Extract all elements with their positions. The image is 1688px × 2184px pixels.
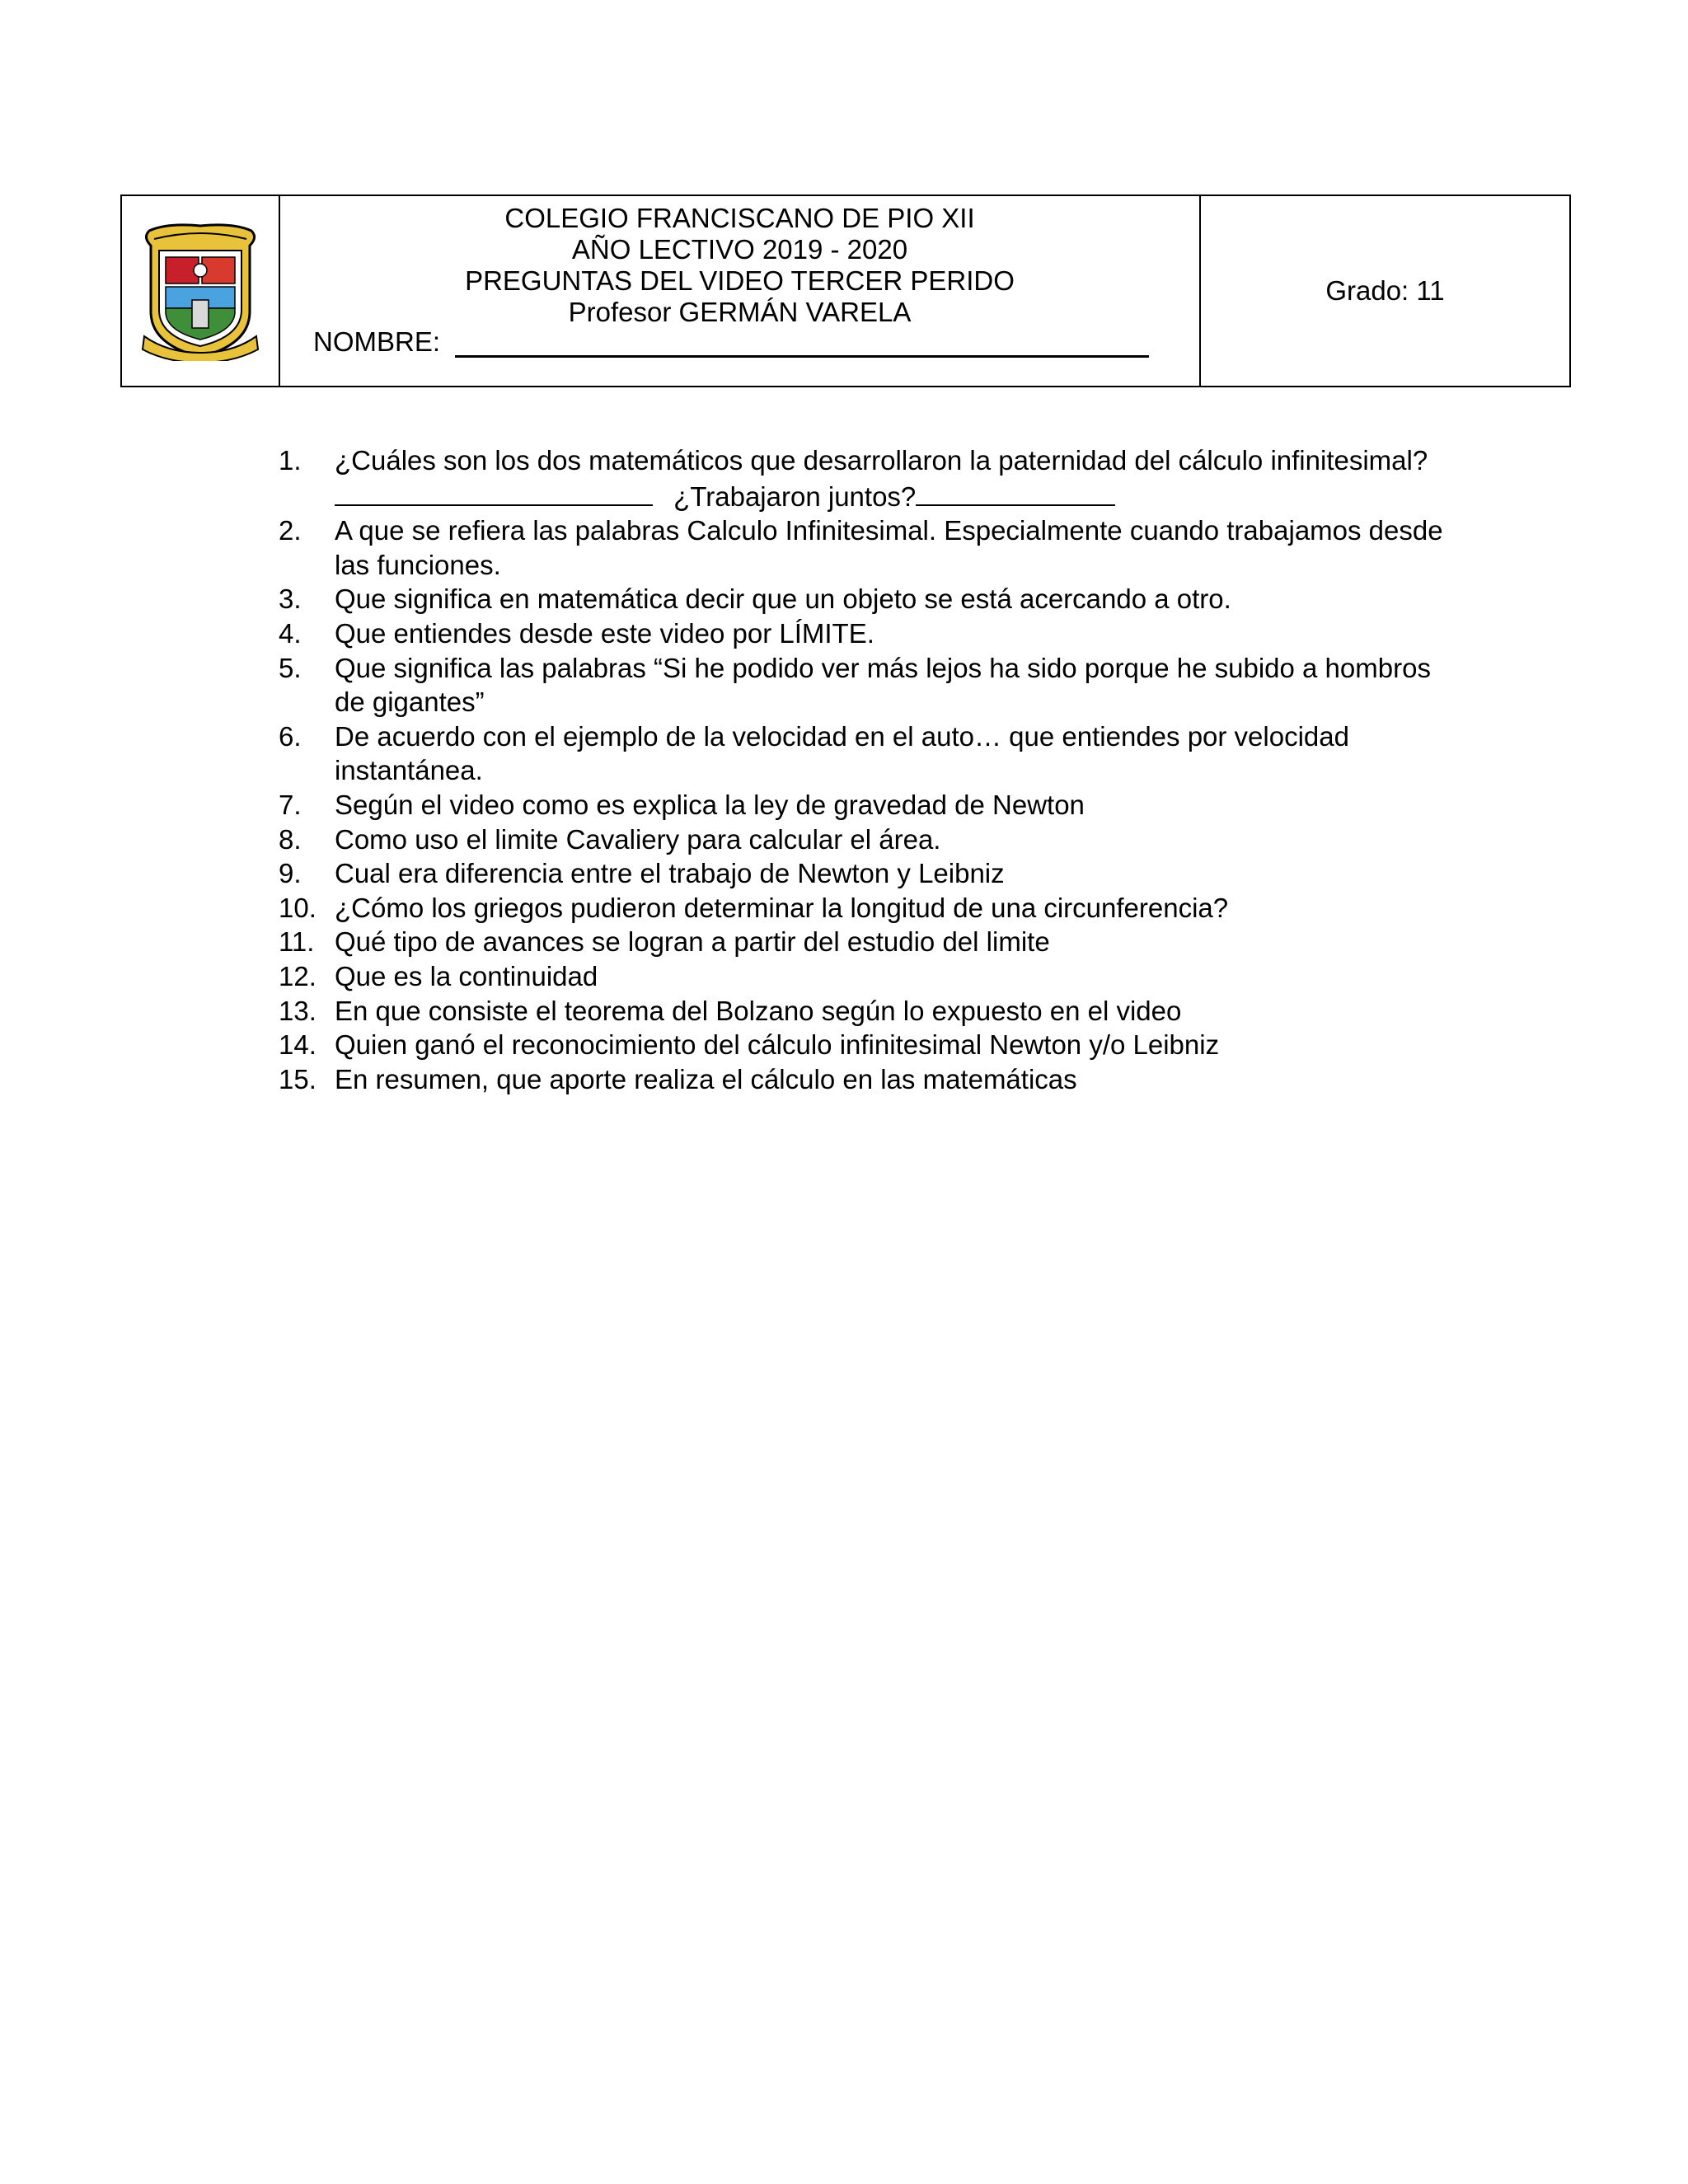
question-text: De acuerdo con el ejemplo de la velocidad en el auto… que entiendes por velocidad instantánea. bbox=[335, 720, 1349, 786]
question-number: 8. bbox=[279, 823, 302, 855]
question-text: En resumen, que aporte realiza el cálculo en las matemáticas bbox=[335, 1063, 1077, 1094]
question-text: Quien ganó el reconocimiento del cálculo infinitesimal Newton y/o Leibniz bbox=[335, 1029, 1220, 1061]
question-item bbox=[279, 891, 1465, 926]
question-item bbox=[279, 616, 1465, 651]
grade-cell bbox=[1201, 196, 1569, 386]
question-number: 13. bbox=[279, 995, 316, 1026]
question-number: 14. bbox=[279, 1029, 316, 1061]
school-year: AÑO LECTIVO 2019 - 2020 bbox=[571, 234, 908, 265]
question-text: Como uso el limite Cavaliery para calcular el área. bbox=[335, 823, 941, 855]
worksheet-title: PREGUNTAS DEL VIDEO TERCER PERIDO bbox=[465, 265, 1015, 296]
question-text: Que entiendes desde este video por LÍMITE. bbox=[335, 617, 874, 649]
logo-cell bbox=[122, 196, 280, 386]
question-number: 12. bbox=[279, 960, 316, 991]
school-crest-icon bbox=[134, 221, 266, 361]
question-item bbox=[279, 925, 1465, 959]
question-followup: ¿Trabajaron juntos? bbox=[673, 480, 917, 512]
question-text: ¿Cuáles son los dos matemáticos que desarrollaron la paternidad del cálculo infinitesimal? bbox=[335, 445, 1428, 476]
question-list bbox=[279, 443, 1465, 1096]
question-item bbox=[279, 1062, 1465, 1097]
question-number: 11. bbox=[279, 926, 315, 958]
question-number: 9. bbox=[279, 858, 302, 889]
question-item bbox=[279, 443, 1465, 513]
header-table bbox=[120, 194, 1571, 387]
question-item bbox=[279, 582, 1465, 616]
question-text: Que significa las palabras “Si he podido ver más lejos ha sido porque he subido a hombros de gigantes” bbox=[335, 652, 1431, 718]
question-item bbox=[279, 719, 1465, 788]
question-text: Cual era diferencia entre el trabajo de Newton y Leibniz bbox=[335, 858, 1005, 889]
question-number: 2. bbox=[279, 515, 302, 546]
question-item bbox=[279, 651, 1465, 719]
name-field[interactable] bbox=[455, 329, 1149, 358]
question-text: ¿Cómo los griegos pudieron determinar la longitud de una circunferencia? bbox=[335, 892, 1229, 923]
question-text: Que es la continuidad bbox=[335, 960, 598, 991]
question-item bbox=[279, 513, 1465, 582]
question-text: Qué tipo de avances se logran a partir del estudio del limite bbox=[335, 926, 1050, 958]
school-name: COLEGIO FRANCISCANO DE PIO XII bbox=[504, 203, 975, 233]
teacher-name: Profesor GERMÁN VARELA bbox=[568, 297, 912, 327]
question-number: 6. bbox=[279, 720, 302, 752]
question-text: En que consiste el teorema del Bolzano según lo expuesto en el video bbox=[335, 995, 1182, 1026]
grade-label: Grado: 11 bbox=[1325, 275, 1445, 306]
answer-blank[interactable] bbox=[335, 478, 653, 506]
question-number: 5. bbox=[279, 652, 302, 683]
name-row bbox=[313, 326, 1149, 358]
name-label: NOMBRE: bbox=[313, 326, 441, 357]
question-item bbox=[279, 856, 1465, 891]
question-item bbox=[279, 788, 1465, 823]
question-text: A que se refiera las palabras Calculo Infinitesimal. Especialmente cuando trabajamos desde las funciones. bbox=[335, 515, 1443, 580]
question-number: 15. bbox=[279, 1063, 316, 1094]
question-item bbox=[279, 823, 1465, 857]
title-cell bbox=[280, 196, 1201, 386]
question-text: Que significa en matemática decir que un objeto se está acercando a otro. bbox=[335, 583, 1231, 615]
question-number: 10. bbox=[279, 892, 316, 923]
question-item bbox=[279, 994, 1465, 1029]
question-number: 4. bbox=[279, 617, 302, 649]
question-number: 1. bbox=[279, 445, 302, 476]
question-number: 7. bbox=[279, 789, 302, 820]
answer-blank[interactable] bbox=[916, 478, 1115, 506]
question-number: 3. bbox=[279, 583, 302, 615]
question-item bbox=[279, 959, 1465, 994]
question-text: Según el video como es explica la ley de gravedad de Newton bbox=[335, 789, 1085, 820]
question-item bbox=[279, 1028, 1465, 1062]
